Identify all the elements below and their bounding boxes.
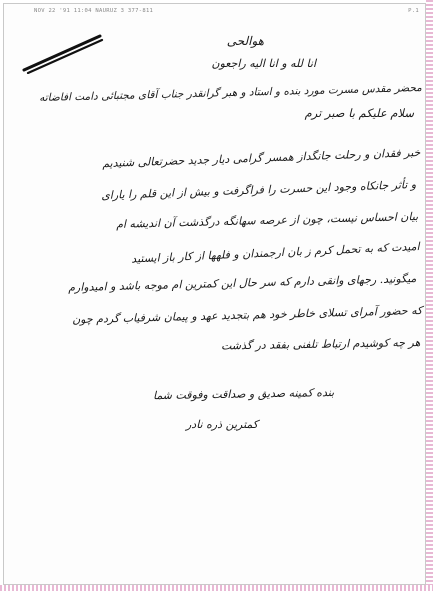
letter-verse: انا لله و انا الیه راجعون [211,57,316,70]
letter-line-1: خبر فقدان و رحلت جانگداز همسر گرامی دیار جدید حضرتعالی شنیدیم [101,146,421,171]
fax-header-page: P.1 [408,8,419,14]
page-edge-bottom [0,585,433,591]
letter-salutation: سلام علیکم با صبر ترم [304,106,414,120]
fax-header-transmission: NOV 22 '91 11:04 NAURUZ 3 377-811 [34,8,154,14]
mourning-ribbon-icon [22,34,104,74]
letter-line-5: میگونید. رجهای وانقی دارم که سر حال این کمترین ام موجه باشد و امیدوارم [67,272,417,295]
letter-line-7: هر چه کوشیدم ارتباط تلفنی بفقد در گذشت [220,336,421,353]
letter-invocation: هوالحی [226,34,264,48]
letter-signature: کمترین ذره نادر [185,418,258,431]
letter-closing: بنده کمینه صدیق و صداقت وفوقت شما [152,386,335,403]
fax-header [34,8,419,18]
page-edge-right [426,0,433,591]
letter-line-3: بیان احساس نیست، چون از عرصه سهانگه درگذشت آن اندیشه ام [115,210,419,231]
letter-sheet [3,3,426,585]
letter-line-2: و تأثر جانکاه وجود این حسرت را فراگرفت و بیش از این قلم را یارای [100,178,417,202]
letter-address: محضر مقدس مسرت مورد بنده و استاد و هبر گرانقدر جناب آقای مجتبائی دامت افاضاته [39,82,423,105]
letter-line-6: که حضور آمرای تسلای خاطر خود هم بتجدید عهد و پیمان شرفیاب گردم چون [71,304,423,327]
letter-line-4: امیدت که به تحمل کرم ز بان ارجمندان و فلهها از کار باز ایستید [131,240,421,266]
